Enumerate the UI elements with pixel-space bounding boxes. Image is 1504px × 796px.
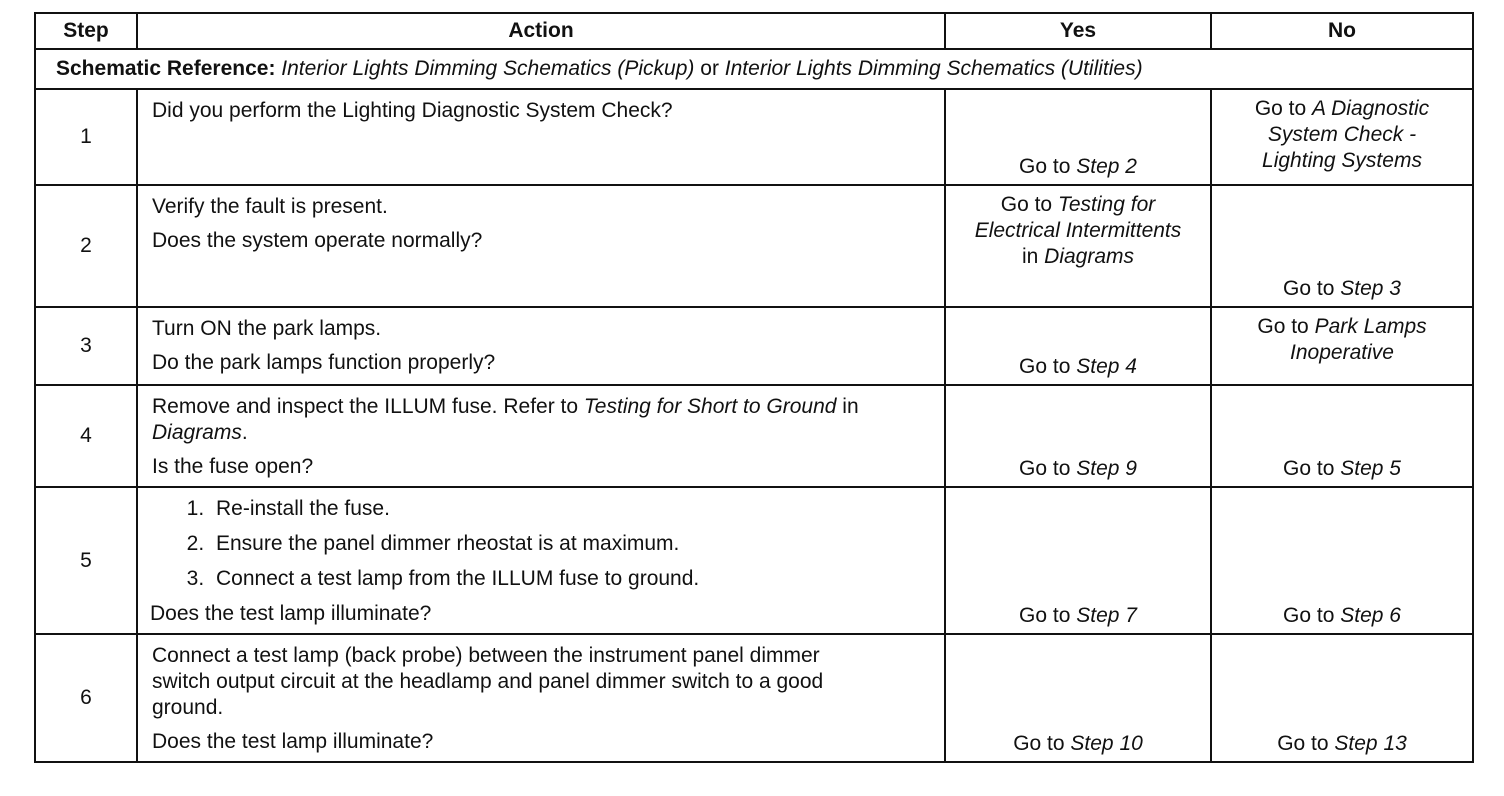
goto-link-diagrams[interactable]: Diagrams <box>1044 245 1135 268</box>
no-cell <box>1211 487 1473 634</box>
schematic-reference <box>35 49 1473 89</box>
link-testing-short-to-ground[interactable]: Testing for Short to Ground <box>583 395 837 418</box>
goto-prefix: Go to <box>1019 355 1071 378</box>
procedure-list <box>152 496 934 592</box>
action-cell <box>137 89 945 185</box>
action-text: Verify the fault is present. <box>152 195 388 218</box>
header-yes: Yes <box>945 13 1211 49</box>
list-item: 3. Connect a test lamp from the ILLUM fuse to ground. <box>210 566 934 592</box>
no-cell <box>1211 385 1473 487</box>
goto-prefix: Go to <box>1019 457 1071 480</box>
schematic-link-pickup[interactable]: Interior Lights Dimming Schematics (Pickup) <box>281 57 695 80</box>
action-question: Does the test lamp illuminate? <box>152 730 434 753</box>
goto-link-step-5[interactable]: Step 5 <box>1340 457 1401 480</box>
goto-link-step-7[interactable]: Step 7 <box>1076 604 1137 627</box>
yes-cell <box>945 307 1211 385</box>
table-row <box>35 307 1473 385</box>
schematic-reference-row <box>35 49 1473 89</box>
action-text-mid: in <box>842 395 859 418</box>
action-cell <box>137 307 945 385</box>
step-number: 5 <box>35 487 137 634</box>
list-item: 2. Ensure the panel dimmer rheostat is at maximum. <box>210 531 934 557</box>
step-number: 4 <box>35 385 137 487</box>
goto-prefix: Go to <box>1257 315 1309 338</box>
table-row <box>35 385 1473 487</box>
schematic-link-utilities[interactable]: Interior Lights Dimming Schematics (Utilities) <box>724 57 1143 80</box>
step-number: 6 <box>35 634 137 762</box>
goto-prefix: Go to <box>1283 604 1335 627</box>
header-row <box>35 13 1473 49</box>
no-cell <box>1211 634 1473 762</box>
step-number: 3 <box>35 307 137 385</box>
goto-prefix: Go to <box>1019 155 1071 178</box>
yes-cell <box>945 385 1211 487</box>
action-question: Does the system operate normally? <box>152 229 483 252</box>
action-question: Do the park lamps function properly? <box>152 351 496 374</box>
goto-link-step-6[interactable]: Step 6 <box>1340 604 1401 627</box>
action-text: Connect a test lamp (back probe) between the instrument panel dimmer switch output circuit at the headlamp and panel dimmer switch to a good ground. <box>152 644 824 719</box>
goto-prefix: Go to <box>1277 732 1329 755</box>
diagnostic-table <box>34 12 1474 763</box>
table-row <box>35 185 1473 307</box>
goto-mid: in <box>1021 245 1039 268</box>
list-item: 1. Re-install the fuse. <box>210 496 934 522</box>
action-cell <box>137 634 945 762</box>
goto-prefix: Go to <box>1000 193 1053 216</box>
no-cell <box>1211 307 1473 385</box>
goto-link-testing-intermittents[interactable]: Testing for Electrical Intermittents <box>974 193 1182 242</box>
goto-link-step-13[interactable]: Step 13 <box>1334 732 1407 755</box>
goto-prefix: Go to <box>1019 604 1071 627</box>
action-question: Does the test lamp illuminate? <box>150 602 432 625</box>
no-cell <box>1211 89 1473 185</box>
action-text <box>152 394 934 446</box>
table-row <box>35 634 1473 762</box>
action-cell <box>137 487 945 634</box>
step-number: 2 <box>35 185 137 307</box>
action-question: Is the fuse open? <box>152 455 314 478</box>
goto-link-step-4[interactable]: Step 4 <box>1076 355 1137 378</box>
header-no: No <box>1211 13 1473 49</box>
header-step: Step <box>35 13 137 49</box>
goto-prefix: Go to <box>1254 97 1307 120</box>
yes-cell <box>945 487 1211 634</box>
action-text: Did you perform the Lighting Diagnostic System Check? <box>152 99 673 122</box>
no-cell <box>1211 185 1473 307</box>
header-action: Action <box>137 13 945 49</box>
goto-link-park-lamps-inoperative[interactable]: Park Lamps Inoperative <box>1290 315 1427 364</box>
goto-prefix: Go to <box>1013 732 1065 755</box>
goto-prefix: Go to <box>1283 457 1335 480</box>
schematic-reference-label: Schematic Reference: <box>56 57 276 80</box>
link-diagrams[interactable]: Diagrams <box>152 421 242 444</box>
yes-cell <box>945 89 1211 185</box>
goto-link-diagnostic-system-check[interactable]: A Diagnostic System Check - Lighting Systems <box>1262 97 1430 172</box>
goto-link-step-2[interactable]: Step 2 <box>1076 155 1137 178</box>
action-cell <box>137 385 945 487</box>
reference-or: or <box>700 57 719 80</box>
action-cell <box>137 185 945 307</box>
action-text-end: . <box>241 421 248 444</box>
goto-link-step-3[interactable]: Step 3 <box>1340 277 1401 300</box>
table-row <box>35 89 1473 185</box>
step-number: 1 <box>35 89 137 185</box>
action-text: Turn ON the park lamps. <box>152 317 382 340</box>
goto-link-step-10[interactable]: Step 10 <box>1070 732 1143 755</box>
yes-cell <box>945 634 1211 762</box>
table-row <box>35 487 1473 634</box>
yes-cell <box>945 185 1211 307</box>
goto-prefix: Go to <box>1283 277 1335 300</box>
action-text-lead: Remove and inspect the ILLUM fuse. Refer to <box>152 395 579 418</box>
goto-link-step-9[interactable]: Step 9 <box>1076 457 1137 480</box>
